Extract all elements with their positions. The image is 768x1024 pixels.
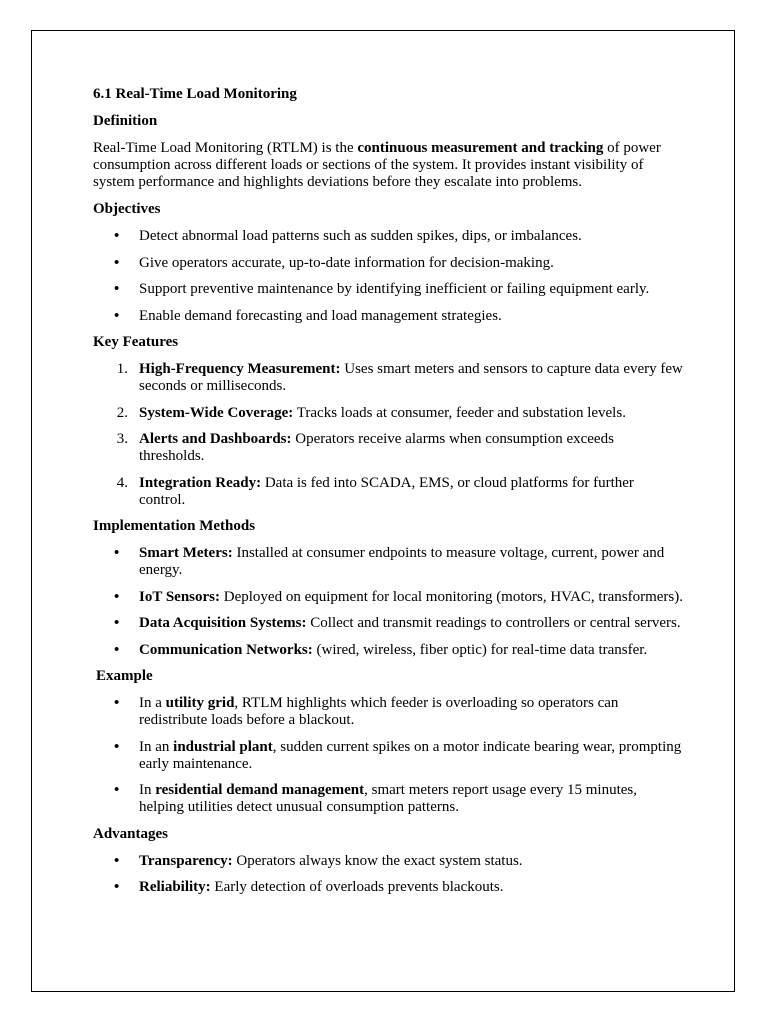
list-item	[93, 782, 683, 816]
list-item	[93, 642, 683, 659]
list-item-text: , smart meters report usage every 15 minutes, helping utilities detect unusual consumption patterns.	[139, 782, 637, 815]
list-item	[93, 879, 683, 896]
document-body	[93, 86, 683, 906]
bullet-icon: •	[114, 738, 120, 755]
list-number: 2.	[116, 404, 128, 421]
list-item-prefix: In	[139, 782, 156, 798]
bullet-icon: •	[114, 545, 120, 561]
list-item-term: Reliability:	[139, 879, 211, 895]
list-item-term: System-Wide Coverage:	[139, 404, 294, 421]
objectives-heading: Objectives	[93, 201, 161, 217]
advantages-list	[93, 853, 683, 897]
list-item-text: Detect abnormal load patterns such as sudden spikes, dips, or imbalances.	[139, 228, 582, 244]
list-item	[93, 589, 683, 606]
list-item-text: , RTLM highlights which feeder is overloading so operators can redistribute loads before a blackout.	[139, 695, 619, 728]
definition-text-bold: continuous measurement and tracking	[357, 140, 604, 156]
bullet-icon: •	[114, 879, 120, 895]
bullet-icon: •	[114, 588, 120, 605]
list-item-term: High-Frequency Measurement:	[139, 361, 341, 377]
list-item	[93, 405, 683, 422]
list-item-text: Deployed on equipment for local monitoring (motors, HVAC, transformers).	[220, 588, 683, 605]
list-item-text: Tracks loads at consumer, feeder and substation levels.	[293, 404, 626, 421]
list-number: 3.	[116, 431, 128, 447]
list-item	[93, 281, 683, 298]
list-item-term: Data Acquisition Systems:	[139, 615, 307, 631]
bullet-icon: •	[114, 852, 120, 869]
bullet-icon: •	[114, 307, 120, 324]
bullet-icon: •	[114, 254, 120, 271]
list-item-text: Operators receive alarms when consumption exceeds thresholds.	[139, 431, 614, 464]
list-item-text: Collect and transmit readings to controllers or central servers.	[306, 615, 681, 631]
list-item-term: residential demand management	[155, 782, 365, 798]
list-item-term: Alerts and Dashboards:	[139, 431, 292, 447]
list-item-text: Operators always know the exact system status.	[232, 852, 523, 869]
list-item-text: Early detection of overloads prevents blackouts.	[210, 879, 504, 895]
bullet-icon: •	[114, 281, 120, 297]
list-item-text: (wired, wireless, fiber optic) for real-time data transfer.	[312, 641, 648, 658]
advantages-heading: Advantages	[93, 825, 169, 842]
list-item-term: Smart Meters:	[139, 545, 233, 561]
definition-text-pre: Real-Time Load Monitoring (RTLM) is the	[93, 140, 358, 156]
list-item	[93, 475, 683, 509]
list-item-term: utility grid	[165, 695, 235, 711]
list-item	[93, 308, 683, 325]
list-item	[93, 853, 683, 870]
list-item-term: Transparency:	[139, 852, 233, 869]
list-item	[93, 228, 683, 245]
definition-paragraph	[93, 140, 683, 191]
bullet-icon: •	[114, 228, 120, 244]
key-features-heading: Key Features	[93, 334, 179, 350]
list-number: 1.	[116, 361, 128, 377]
implementation-list	[93, 545, 683, 659]
list-item-prefix: In a	[139, 695, 166, 711]
definition-text-post: of power consumption across different loads or sections of the system. It provides instant visibility of system performance and highlights deviations before they escalate into problems.	[93, 140, 661, 190]
objectives-list	[93, 228, 683, 325]
definition-heading: Definition	[93, 113, 158, 129]
list-item-text: Enable demand forecasting and load management strategies.	[139, 307, 502, 324]
list-item-prefix: In an	[139, 738, 174, 755]
list-item-text: Data is fed into SCADA, EMS, or cloud platforms for further control.	[139, 474, 634, 508]
list-item-text: Uses smart meters and sensors to capture data every few seconds or milliseconds.	[139, 361, 683, 394]
list-item-text: Installed at consumer endpoints to measure voltage, current, power and energy.	[139, 545, 665, 578]
implementation-heading: Implementation Methods	[93, 518, 256, 534]
section-title: 6.1 Real-Time Load Monitoring	[93, 86, 297, 102]
bullet-icon: •	[114, 641, 120, 658]
list-item-term: IoT Sensors:	[139, 588, 220, 605]
bullet-icon: •	[114, 615, 120, 631]
list-item	[93, 255, 683, 272]
bullet-icon: •	[114, 782, 120, 798]
list-item	[93, 739, 683, 773]
list-item	[93, 695, 683, 729]
example-heading: Example	[96, 668, 153, 684]
list-number: 4.	[116, 474, 128, 491]
key-features-list	[93, 361, 683, 509]
list-item	[93, 545, 683, 579]
list-item	[93, 431, 683, 465]
list-item-term: Integration Ready:	[139, 474, 262, 491]
example-list	[93, 695, 683, 816]
list-item-term: Communication Networks:	[139, 641, 313, 658]
list-item	[93, 615, 683, 632]
list-item-text: Give operators accurate, up-to-date information for decision-making.	[139, 254, 554, 271]
list-item-term: industrial plant	[173, 738, 273, 755]
list-item	[93, 361, 683, 395]
list-item-text: , sudden current spikes on a motor indicate bearing wear, prompting early maintenance.	[139, 738, 682, 772]
bullet-icon: •	[114, 695, 120, 711]
list-item-text: Support preventive maintenance by identifying inefficient or failing equipment early.	[139, 281, 650, 297]
